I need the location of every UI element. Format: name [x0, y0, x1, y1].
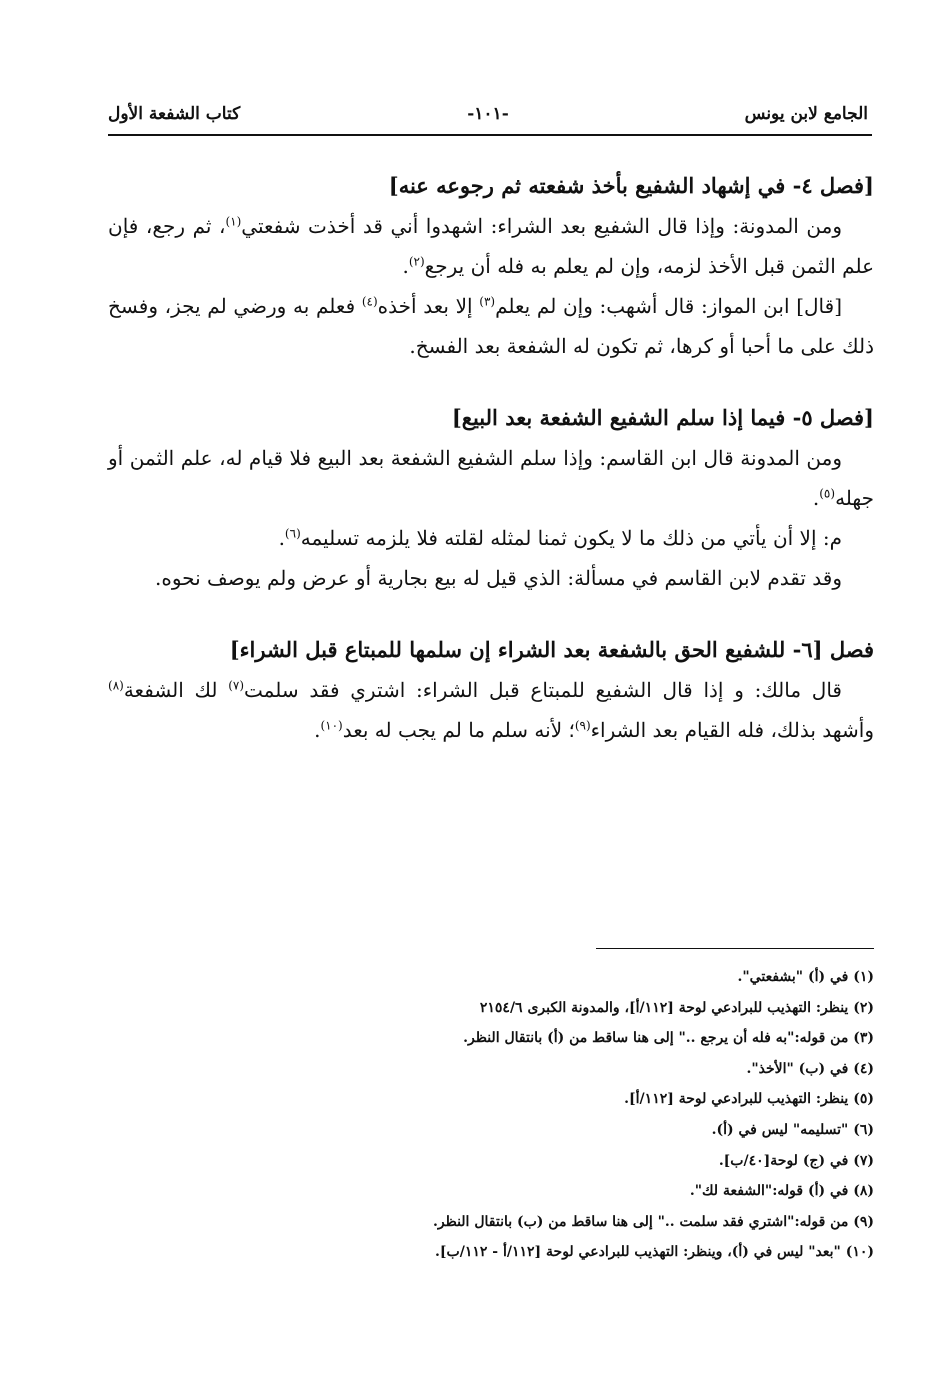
footnote-ref: (٤): [361, 294, 378, 309]
footnote-item: (٤) في (ب) "الأخذ".: [746, 1060, 874, 1077]
footnote-ref: (١٠): [320, 718, 343, 733]
main-text: [108, 166, 874, 750]
header-rule: [108, 134, 872, 136]
header-book-title: الجامع لابن يونس: [744, 104, 868, 124]
footnote-rule: [596, 948, 874, 949]
section-4-title: [فصل ٤- في إشهاد الشفيع بأخذ شفعته ثم رجوعه عنه]: [388, 173, 874, 198]
footnote-ref: (١): [225, 214, 242, 229]
footnote-ref: (٦): [284, 526, 301, 541]
footnote-item: (١) في (أ) "بشفعتي".: [737, 969, 874, 985]
section-5-paragraph-3: وقد تقدم لابن القاسم في مسألة: الذي قيل له بيع بجارية أو عرض ولم يوصف نحوه.: [155, 566, 842, 590]
footnote-item: (٦) "تسليمه" ليس في (أ).: [711, 1121, 874, 1138]
section-5-title: [فصل ٥- فيما إذا سلم الشفيع الشفعة بعد البيع]: [451, 405, 874, 430]
footnote-item: (٩) من قوله:"اشتري فقد سلمت .." إلى هنا ساقط من (ب) بانتقال النظر.: [432, 1213, 874, 1230]
footnote-item: (١٠) "بعد" ليس في (أ)، وينظر: التهذيب للبرادعي لوحة [١١٢/أ - ١١٢/ب].: [435, 1244, 874, 1261]
footnote-ref: (٧): [228, 678, 245, 693]
footnote-item: (٥) ينظر: التهذيب للبرادعي لوحة [١١٢/أ].: [624, 1091, 874, 1108]
section-4-paragraph-2: [قال] ابن المواز: قال أشهب: وإن لم يعلم$^{(٣)}$ إلا بعد أخذه$^{(٤)}$ فعلم به ورضي لم يجز، وفسخ ذلك على ما أحبا أو كرها، ثم تكون له الشفعة بعد الفسخ.: [108, 294, 874, 358]
section-5-paragraph-2: م: إلا أن يأتي من ذلك ما لا يكون ثمنا لمثله لقلته فلا يلزمه تسليمه$^{(٦)}$.: [278, 526, 842, 550]
page-number: -١٠١-: [467, 104, 509, 124]
footnote-ref: (٥): [819, 486, 836, 501]
section-4-paragraph-1: ومن المدونة: وإذا قال الشفيع بعد الشراء: اشهدوا أني قد أخذت شفعتي$^{(١)}$، ثم رجع، فإن علم الثمن قبل الأخذ لزمه، وإن لم يعلم به فله أن يرجع$^{(٢)}$.: [108, 214, 874, 278]
footnote-ref: (٢): [408, 254, 425, 269]
header-chapter-title: كتاب الشفعة الأول: [108, 104, 241, 124]
running-header: [108, 104, 868, 134]
footnote-item: (٢) ينظر: التهذيب للبرادعي لوحة [١١٢/أ]، والمدونة الكبرى ٢١٥٤/٦: [479, 999, 874, 1016]
footnote-ref: (٨): [108, 678, 124, 693]
footnote-item: (٨) في (أ) قوله:"الشفعة لك".: [689, 1183, 874, 1200]
section-6-title: فصل [٦- للشفيع الحق بالشفعة بعد الشراء إن سلمها للمبتاع قبل الشراء]: [229, 637, 874, 662]
section-spacer: [108, 366, 874, 398]
section-5-paragraph-1: ومن المدونة قال ابن القاسم: وإذا سلم الشفيع الشفعة بعد البيع فلا قيام له، علم الثمن أو جهله$^{(٥)}$.: [108, 446, 874, 510]
footnote-ref: (٣): [479, 294, 496, 309]
footnotes: [300, 962, 874, 1268]
footnote-ref: (٩): [574, 718, 591, 733]
section-6-paragraph-1: قال مالك: و إذا قال الشفيع للمبتاع قبل الشراء: اشتري فقد سلمت$^{(٧)}$ لك الشفعة$^{(٨)}$ وأشهد بذلك، فله القيام بعد الشراء$^{(٩)}$؛ لأنه سلم ما لم يجب له بعد$^{(١٠)}$.: [108, 678, 874, 742]
section-spacer: [108, 598, 874, 630]
footnote-item: (٧) في (ج) لوحة[٤٠/ب].: [718, 1152, 874, 1169]
footnote-item: (٣) من قوله:"به فله أن يرجع .." إلى هنا ساقط من (أ) بانتقال النظر.: [463, 1030, 874, 1047]
